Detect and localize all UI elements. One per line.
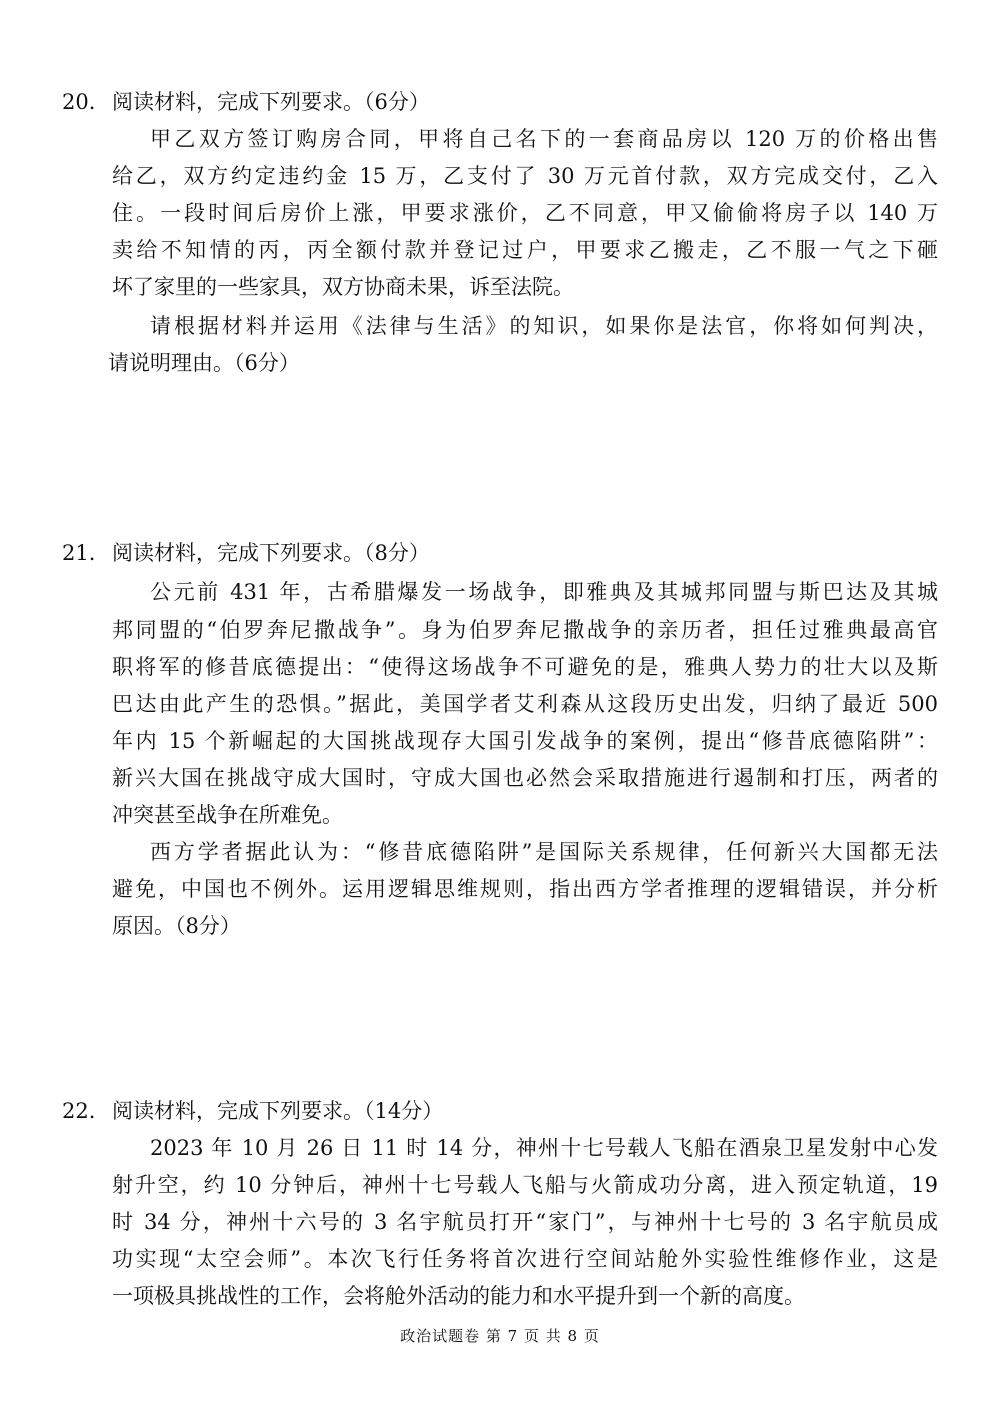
- question-heading: [62, 87, 430, 117]
- question-number: 20.: [62, 90, 96, 114]
- material-line: 巴达由此产生的恐惧。”据此，美国学者艾利森从这段历史出发，归纳了最近 500: [112, 692, 938, 716]
- material-line: 射升空，约 10 分钟后，神州十七号载人飞船与火箭成功分离，进入预定轨道，19: [112, 1173, 938, 1197]
- material-line: 卖给不知情的丙，丙全额付款并登记过户，甲要求乙搬走，乙不服一气之下砸: [112, 238, 938, 262]
- material-line: 新兴大国在挑战守成大国时，守成大国也必然会采取措施进行遏制和打压，两者的: [112, 766, 938, 790]
- question-title: 阅读材料，完成下列要求。（8分）: [112, 541, 430, 565]
- prompt-line: 请说明理由。（6分）: [108, 351, 300, 375]
- material-line: 给乙，双方约定违约金 15 万，乙支付了 30 万元首付款，双方完成交付，乙入: [112, 164, 938, 188]
- material-line: 公元前 431 年，古希腊爆发一场战争，即雅典及其城邦同盟与斯巴达及其城: [150, 580, 938, 604]
- question-number: 21.: [62, 541, 96, 565]
- material-line: 年内 15 个新崛起的大国挑战现存大国引发战争的案例，提出“修昔底德陷阱”：: [112, 729, 938, 753]
- material-line: 住。一段时间后房价上涨，甲要求涨价，乙不同意，甲又偷偷将房子以 140 万: [112, 201, 938, 225]
- prompt-line: 请根据材料并运用《法律与生活》的知识，如果你是法官，你将如何判决，: [150, 314, 938, 338]
- page-footer: 政治试题卷 第 7 页 共 8 页: [400, 1327, 600, 1345]
- material-line: 功实现“太空会师”。本次飞行任务将首次进行空间站舱外实验性维修作业，这是: [112, 1247, 938, 1271]
- question-heading: [62, 538, 430, 568]
- prompt-line: 避免，中国也不例外。运用逻辑思维规则，指出西方学者推理的逻辑错误，并分析: [112, 877, 938, 901]
- question-number: 22.: [62, 1099, 96, 1123]
- prompt-line: 西方学者据此认为：“修昔底德陷阱”是国际关系规律，任何新兴大国都无法: [150, 840, 938, 864]
- material-line: 冲突甚至战争在所难免。: [112, 803, 343, 827]
- material-line: 甲乙双方签订购房合同，甲将自己名下的一套商品房以 120 万的价格出售: [150, 127, 938, 151]
- material-line: 2023 年 10 月 26 日 11 时 14 分，神州十七号载人飞船在酒泉卫星发射中心发: [150, 1136, 938, 1160]
- material-line: 邦同盟的“伯罗奔尼撒战争”。身为伯罗奔尼撒战争的亲历者，担任过雅典最高官: [112, 618, 938, 642]
- material-line: 时 34 分，神州十六号的 3 名宇航员打开“家门”，与神州十七号的 3 名宇航员成: [112, 1210, 938, 1234]
- question-title: 阅读材料，完成下列要求。（14分）: [112, 1099, 444, 1123]
- question-title: 阅读材料，完成下列要求。（6分）: [112, 90, 430, 114]
- material-line: 职将军的修昔底德提出：“使得这场战争不可避免的是，雅典人势力的壮大以及斯: [112, 655, 938, 679]
- question-heading: [62, 1096, 443, 1126]
- material-line: 坏了家里的一些家具，双方协商未果，诉至法院。: [112, 275, 574, 299]
- material-line: 一项极具挑战性的工作，会将舱外活动的能力和水平提升到一个新的高度。: [112, 1284, 805, 1308]
- prompt-line: 原因。（8分）: [112, 914, 241, 938]
